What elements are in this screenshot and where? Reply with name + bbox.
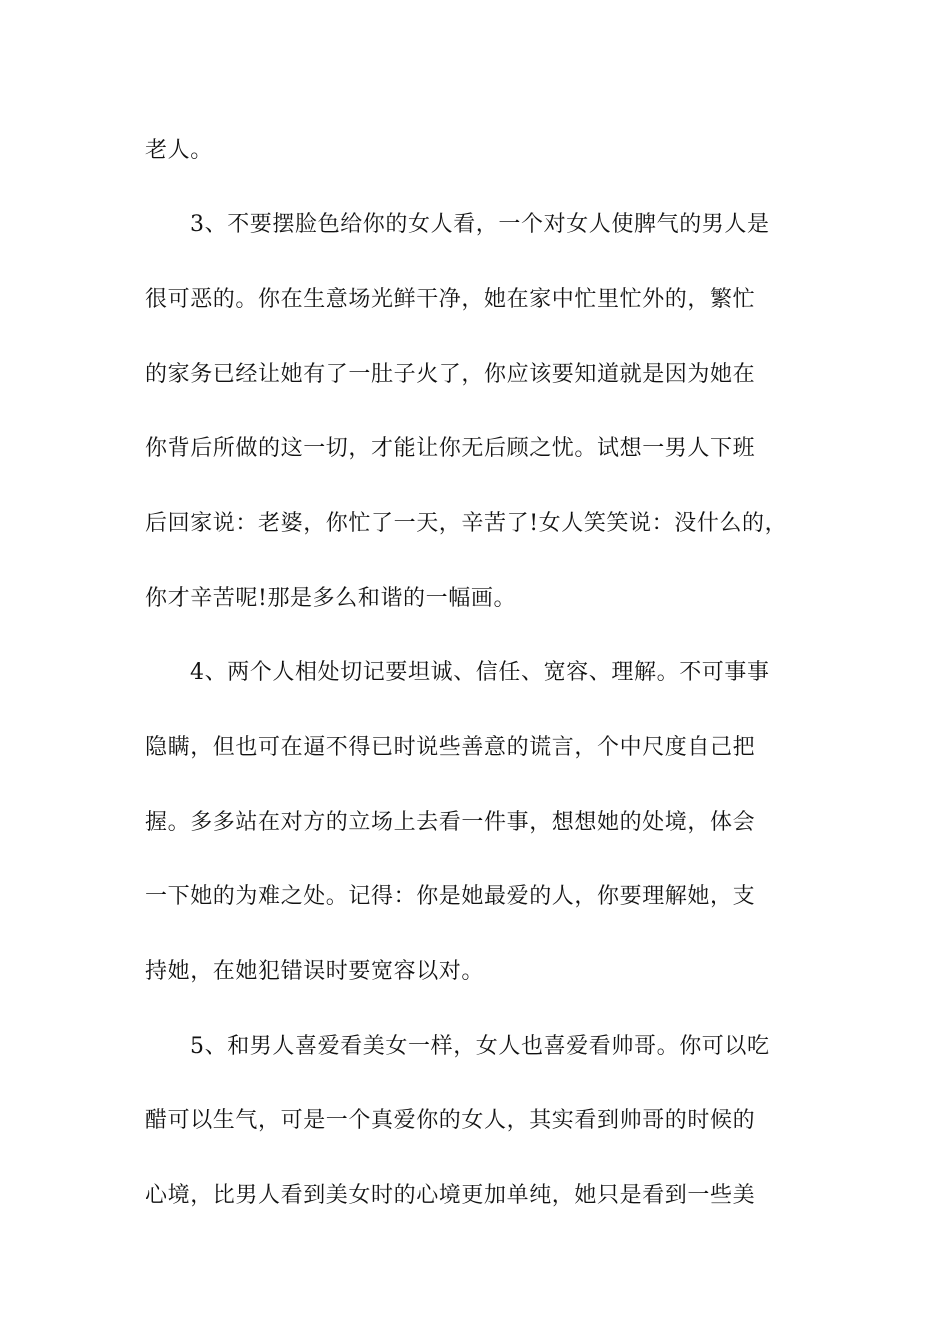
text-line-7: 你才辛苦呢!那是多么和谐的一幅画。: [145, 586, 517, 611]
text-line-6: 后回家说：老婆，你忙了一天，辛苦了!女人笑笑说：没什么的，: [145, 511, 788, 536]
text-line-10: 握。多多站在对方的立场上去看一件事，想想她的处境，体会: [145, 810, 756, 835]
text-line-8: 4、两个人相处切记要坦诚、信任、宽容、理解。不可事事: [190, 660, 770, 685]
text-line-9: 隐瞒，但也可在逼不得已时说些善意的谎言，个中尺度自己把: [145, 735, 756, 760]
text-line-5: 你背后所做的这一切，才能让你无后顾之忧。试想一男人下班: [145, 436, 756, 461]
text-line-12: 持她，在她犯错误时要宽容以对。: [145, 959, 485, 984]
text-line-15: 心境，比男人看到美女时的心境更加单纯，她只是看到一些美: [145, 1183, 756, 1208]
text-line-14: 醋可以生气，可是一个真爱你的女人，其实看到帅哥的时候的: [145, 1108, 756, 1133]
text-line-1: 老人。: [145, 138, 213, 163]
text-line-13: 5、和男人喜爱看美女一样，女人也喜爱看帅哥。你可以吃: [190, 1034, 770, 1059]
text-line-11: 一下她的为难之处。记得：你是她最爱的人，你要理解她，支: [145, 884, 756, 909]
text-line-2: 3、不要摆脸色给你的女人看，一个对女人使脾气的男人是: [190, 212, 770, 237]
text-line-3: 很可恶的。你在生意场光鲜干净，她在家中忙里忙外的，繁忙: [145, 287, 756, 312]
text-line-4: 的家务已经让她有了一肚子火了，你应该要知道就是因为她在: [145, 362, 756, 387]
